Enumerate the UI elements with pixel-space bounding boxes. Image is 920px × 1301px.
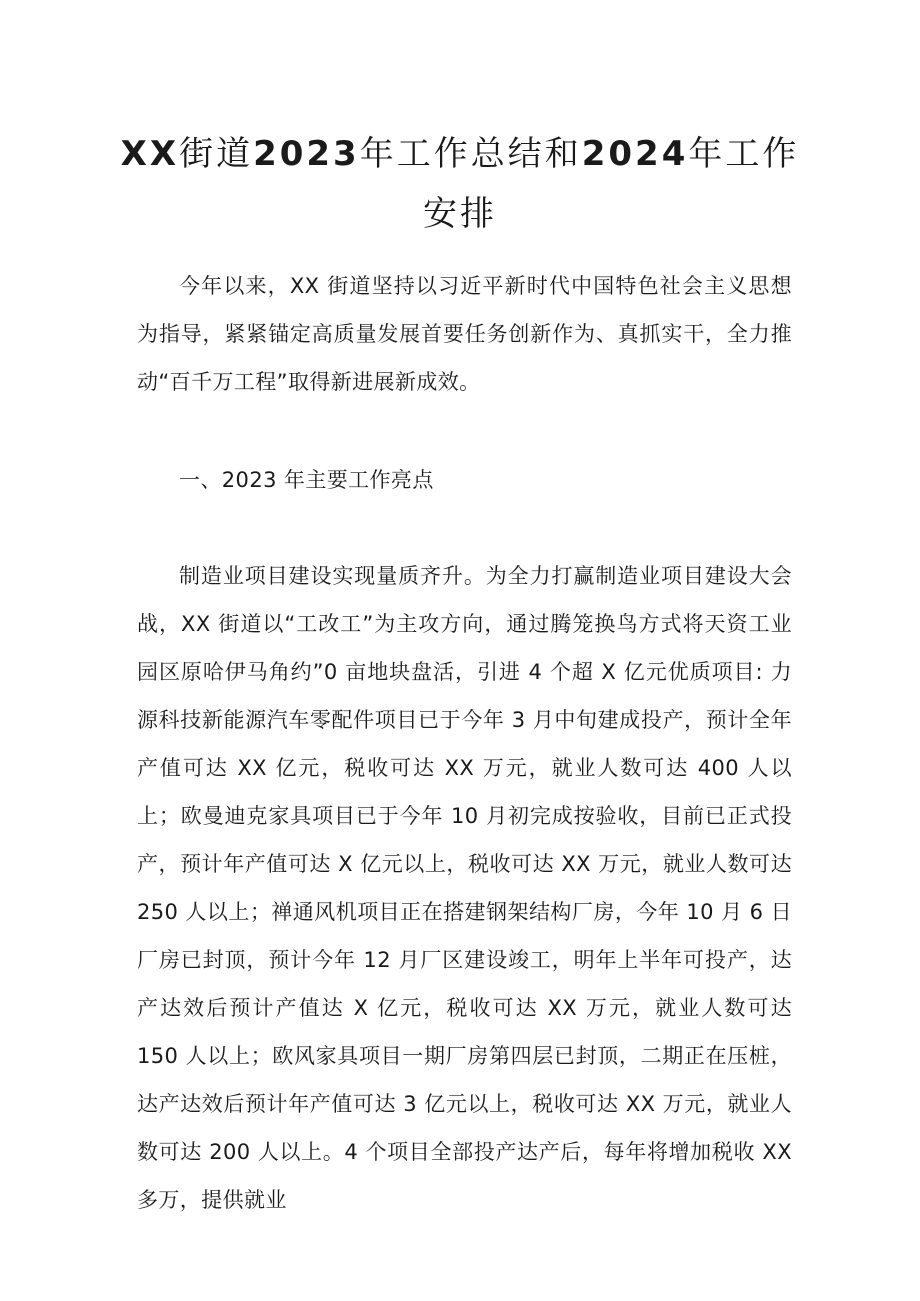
title-street: 街道 <box>179 134 254 174</box>
intro-block <box>137 262 792 406</box>
section-block <box>137 552 792 1224</box>
title-plan: 年工作安排 <box>423 134 800 234</box>
intro-paragraph: 今年以来，XX 街道坚持以习近平新时代中国特色社会主义思想为指导，紧紧锚定高质量发展首要任务创新作为、真抓实干，全力推动“百千万工程”取得新进展新成效。 <box>137 274 792 394</box>
title-xx: XX <box>120 134 180 174</box>
section-paragraph: 制造业项目建设实现量质齐升。为全力打赢制造业项目建设大会战，XX 街道以“工改工”为主攻方向，通过腾笼换鸟方式将天资工业园区原哈伊马角约”0 亩地块盘活，引进 4 个超 X 亿元优质项目: 力源科技新能源汽车零配件项目已于今年 3 月中旬建成投产，预计全年产值可达 XX 亿元，税收可达 XX 万元，就业人数可达 400 人以上；欧曼迪克家具项目已于今年 10 月初完成按验收，目前已正式投产，预计年产值可达 X 亿元以上，税收可达 XX 万元，就业人数可达 250 人以上；禅通风机项目正在搭建钢架结构厂房，今年 10 月 6 日厂房已封顶，预计今年 12 月厂区建设竣工，明年上半年可投产，达产达效后预计产值达 X 亿元，税收可达 XX 万元，就业人数可达 150 人以上；欧风家具项目一期厂房第四层已封顶，二期正在压桩，达产达效后预计年产值可达 3 亿元以上，税收可达 XX 万元，就业人数可达 200 人以上。4 个项目全部投产达产后，每年将增加税收 XX 多万，提供就业 <box>137 564 792 1212</box>
heading-block <box>137 456 792 504</box>
title-summary: 年工作总结和 <box>359 134 582 174</box>
title-year-2023: 2023 <box>253 134 360 174</box>
title-year-2024: 2024 <box>581 134 689 174</box>
section-heading: 一、2023 年主要工作亮点 <box>179 468 434 492</box>
document-title <box>120 124 800 244</box>
